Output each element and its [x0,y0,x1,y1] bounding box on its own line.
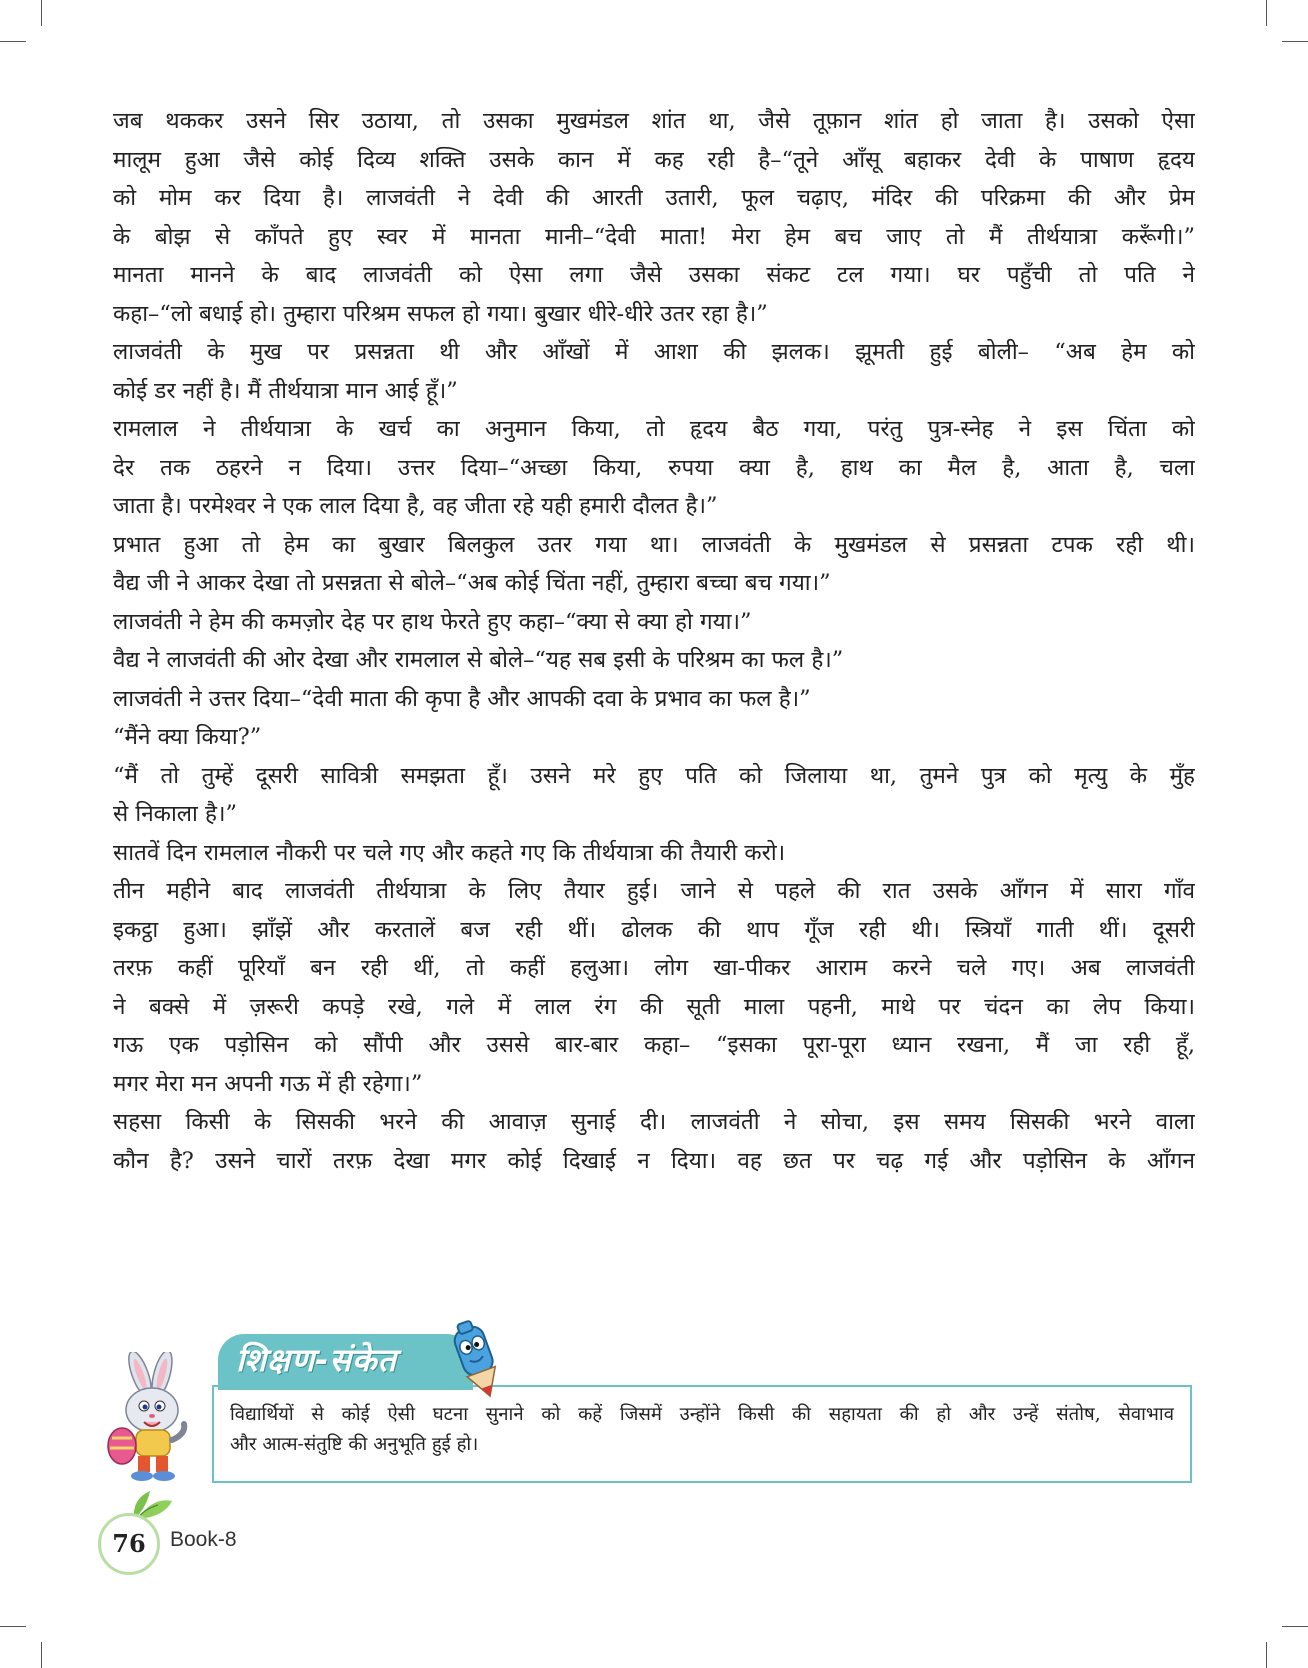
story-text [113,102,1195,1180]
text-line: लाजवंती ने हेम की कमज़ोर देह पर हाथ फेरते हुए कहा–“क्या से क्या हो गया।” [113,608,752,635]
text-line: तरफ़ कहीं पूरियाँ बन रही थीं, तो कहीं हलुआ। लोग खा-पीकर आराम करने चले गए। अब लाजवंती [113,955,1195,981]
text-line: देर तक ठहरने न दिया। उत्तर दिया–“अच्छा किया, रुपया क्या है, हाथ का मैल है, आता है, चला [113,454,1195,481]
text-line: वैद्य जी ने आकर देखा तो प्रसन्नता से बोले–“अब कोई चिंता नहीं, तुम्हारा बच्चा बच गया।” [113,570,831,596]
text-line: कौन है? उसने चारों तरफ़ देखा मगर कोई दिखाई न दिया। वह छत पर चढ़ गई और पड़ोसिन के आँगन [113,1147,1195,1174]
text-line: जब थककर उसने सिर उठाया, तो उसका मुखमंडल शांत था, जैसे तूफ़ान शांत हो जाता है। उसको ऐसा [113,108,1195,134]
text-line: प्रभात हुआ तो हेम का बुखार बिलकुल उतर गया था। लाजवंती के मुखमंडल से प्रसन्नता टपक रही थी। [113,531,1195,558]
teaching-note-header [218,1334,473,1390]
text-line: सहसा किसी के सिसकी भरने की आवाज़ सुनाई दी। लाजवंती ने सोचा, इस समय सिसकी भरने वाला [113,1109,1195,1135]
text-line: गऊ एक पड़ोसिन को सौंपी और उससे बार-बार कहा– “इसका पूरा-पूरा ध्यान रखना, मैं जा रही हूँ, [113,1032,1195,1058]
crop-mark [41,0,42,26]
text-line: रामलाल ने तीर्थयात्रा के खर्च का अनुमान किया, तो हृदय बैठ गया, परंतु पुत्र-स्नेह ने इस चिंता को [113,416,1195,442]
text-line: कोई डर नहीं है। मैं तीर्थयात्रा मान आई हूँ।” [113,377,458,404]
text-line: कहा–“लो बधाई हो। तुम्हारा परिश्रम सफल हो गया। बुखार धीरे-धीरे उतर रहा है।” [113,300,768,327]
text-line: वैद्य ने लाजवंती की ओर देखा और रामलाल से बोले–“यह सब इसी के परिश्रम का फल है।” [113,647,844,673]
text-line: के बोझ से काँपते हुए स्वर में मानता मानी–“देवी माता! मेरा हेम बच जाए तो मैं तीर्थयात्रा करूँगी।” [113,223,1195,250]
book-label: Book-8 [170,1528,237,1551]
crop-mark [41,1642,42,1668]
text-line: लाजवंती के मुख पर प्रसन्नता थी और आँखों में आशा की झलक। झूमती हुई बोली– “अब हेम को [113,339,1195,365]
text-line: से निकाला है।” [113,801,237,827]
text-line: जाता है। परमेश्वर ने एक लाल दिया है, वह जीता रहे यही हमारी दौलत है।” [113,493,718,519]
teaching-note-title: शिक्षण-संकेत [236,1341,397,1379]
text-line: सातवें दिन रामलाल नौकरी पर चले गए और कहते गए कि तीर्थयात्रा की तैयारी करो। [113,839,786,866]
crop-mark [1282,41,1308,42]
crop-mark [1266,0,1267,26]
crop-mark [0,1626,26,1627]
text-line: ने बक्से में ज़रूरी कपड़े रखे, गले में लाल रंग की सूती माला पहनी, माथे पर चंदन का लेप किया। [113,993,1195,1020]
text-line: को मोम कर दिया है। लाजवंती ने देवी की आरती उतारी, फूल चढ़ाए, मंदिर की परिक्रमा की और प्रेम [113,185,1195,211]
text-line: तीन महीने बाद लाजवंती तीर्थयात्रा के लिए तैयार हुई। जाने से पहले की रात उसके आँगन में सारा गाँव [113,878,1195,904]
teaching-note-text: और आत्म-संतुष्टि की अनुभूति हुई हो। [230,1434,479,1455]
text-line: मालूम हुआ जैसे कोई दिव्य शक्ति उसके कान में कह रही है–“तूने आँसू बहाकर देवी के पाषाण हृदय [113,146,1195,173]
crop-mark [1282,1626,1308,1627]
teaching-note-text: विद्यार्थियों से कोई ऐसी घटना सुनाने को कहें जिसमें उन्होंने किसी की सहायता की हो और उन्हें संतोष, सेवाभाव [230,1404,1174,1425]
crop-mark [0,41,26,42]
teaching-note-box [212,1385,1192,1483]
text-line: मानता मानने के बाद लाजवंती को ऐसा लगा जैसे उसका संकट टल गया। घर पहुँची तो पति ने [113,262,1195,288]
text-line: “मैंने क्या किया?” [113,724,262,750]
rabbit-mascot-icon [100,1352,200,1482]
crop-mark [1266,1642,1267,1668]
page-number-badge [98,1513,160,1575]
pencil-mascot-icon [448,1320,508,1402]
text-line: मगर मेरा मन अपनी गऊ में ही रहेगा।” [113,1070,423,1097]
text-line: इकट्ठा हुआ। झाँझें और करतालें बज रही थीं। ढोलक की थाप गूँज रही थी। स्त्रियाँ गाती थीं। दूसरी [113,916,1195,943]
page-number: 76 [112,1529,146,1558]
text-line: “मैं तो तुम्हें दूसरी सावित्री समझता हूँ। उसने मरे हुए पति को जिलाया था, तुमने पुत्र को मृत्यु के मुँह [113,762,1195,789]
text-line: लाजवंती ने उत्तर दिया–“देवी माता की कृपा है और आपकी दवा के प्रभाव का फल है।” [113,685,811,712]
